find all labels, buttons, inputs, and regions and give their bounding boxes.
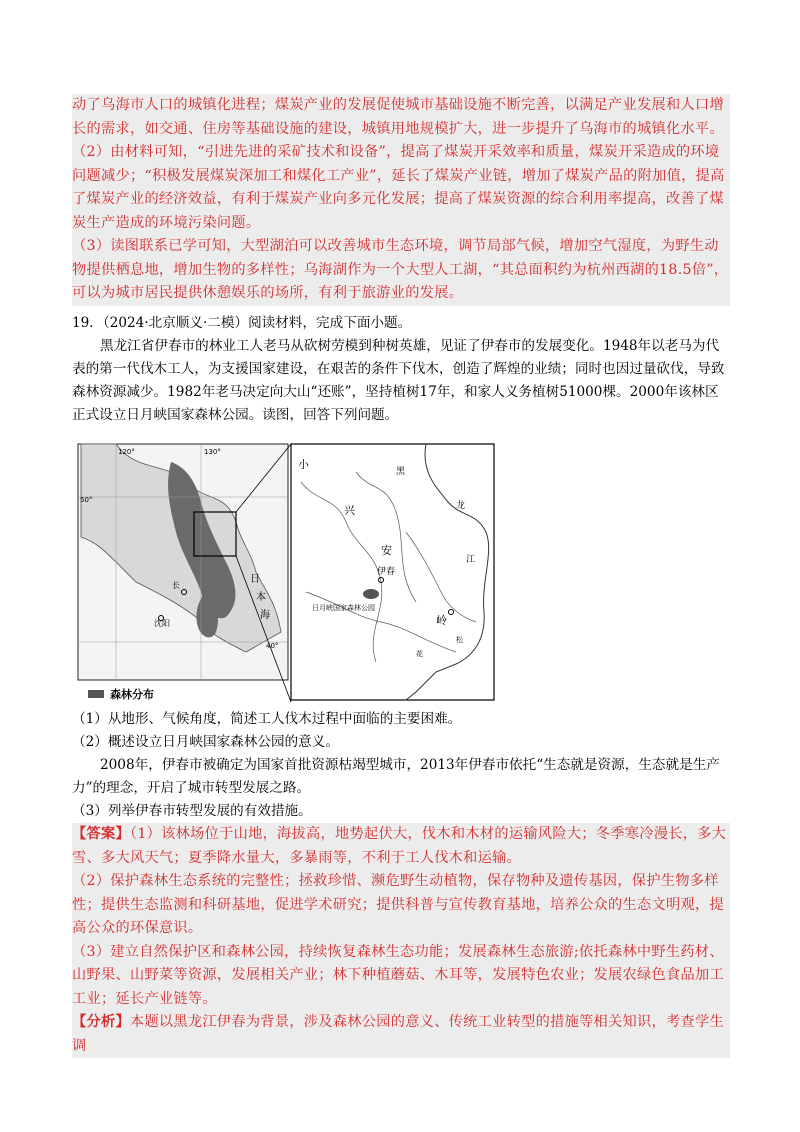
question-material-2: 2008年，伊春市被确定为国家首批资源枯竭型城市，2013年伊春市依托“生态就是资源，生态就是生产力”的理念，开启了城市转型发展之路。 (72, 757, 720, 796)
map-legend (88, 686, 154, 702)
river-label: 龙 (456, 501, 466, 511)
region-label: 岭 (436, 614, 447, 627)
region-label: 兴 (344, 504, 355, 517)
city-label: 沈阳 (154, 619, 170, 628)
lat-label: 40° (266, 642, 279, 650)
answer-block-bottom (72, 823, 730, 1058)
answer-paragraph: （2）由材料可知，“引进先进的采矿技术和设备”，提高了煤炭开采效率和质量，煤炭开采造成的环境问题减少；“积极发展煤炭深加工和煤化工产业”，延长了煤炭产业链，增加了煤炭产品的附加值，提高了煤炭产业的经济效益，有利于煤炭产业向多元化发展；提高了煤炭资源的综合利用率提高，改善了煤炭生产造成的环境污染问题。 (72, 144, 725, 231)
subquestion: （1）从地形、气候角度，简述工人伐木过程中面临的主要困难。 (72, 711, 462, 727)
forest-map-figure (76, 442, 496, 704)
forest-map (76, 442, 496, 704)
answer-paragraph: （2）保护森林生态系统的完整性；拯救珍惜、濒危野生动植物，保存物种及遗传基因，保护生物多样性；提供生态监测和科研基地，促进学术研究；提供科普与宣传教育基地，培养公众的生态文明观，提高公众的环保意识。 (72, 873, 724, 936)
answer-paragraph: 动了乌海市人口的城镇化进程；煤炭产业的发展促使城市基础设施不断完善，以满足产业发展和人口增长的需求，如交通、住房等基础设施的建设，城镇用地规模扩大，进一步提升了乌海市的城镇化水平。 (72, 97, 724, 137)
city-label: 伊春 (377, 567, 396, 577)
park-marker (363, 589, 379, 599)
answer-paragraph: （3）建立自然保护区和森林公园，持续恢复森林生态功能；发展森林生态旅游;依托森林中野生药材、山野果、山野菜等资源，发展相关产业；林下种植蘑菇、木耳等，发展特色农业；发展农绿色食品加工工业；延长产业链等。 (72, 943, 724, 1007)
answer-paragraph: （3）读图联系已学可知，大型湖泊可以改善城市生态环境，调节局部气候，增加空气湿度，为野生动物提供栖息地，增加生物的多样性；乌海湖作为一个大型人工湖，“其总面积约为杭州西湖的18.5倍”，可以为城市居民提供休憩娱乐的场所，有利于旅游业的发展。 (72, 238, 729, 301)
question-header: 19．（2024·北京顺义·二模）阅读材料，完成下面小题。 (72, 315, 412, 331)
answer-text: （1）该林场位于山地，海拔高，地势起伏大，伐木和木材的运输风险大；冬季寒冷漫长，多大雪、多大风天气；夏季降水量大，多暴雨等，不利于工人伐木和运输。 (72, 826, 727, 866)
answer-tag: 【答案】 (72, 826, 130, 842)
region-label: 安 (381, 544, 392, 557)
question-block (72, 312, 730, 427)
river-label: 江 (466, 555, 476, 565)
subquestions-block (72, 708, 730, 823)
analysis-text: 本题以黑龙江伊春为背景，涉及森林公园的意义、传统工业转型的措施等相关知识，考查学生调 (72, 1014, 724, 1054)
analysis-tag: 【分析】 (72, 1014, 130, 1030)
river-label: 松 (456, 636, 463, 644)
answer-paragraph (72, 823, 730, 870)
sea-label: 海 (260, 610, 270, 621)
subquestion: （2）概述设立日月峡国家森林公园的意义。 (72, 734, 339, 750)
sea-label: 日 (250, 574, 260, 585)
question-material: 黑龙江省伊春市的林业工人老马从砍树劳模到种树英雄，见证了伊春市的发展变化。1948年以老马为代表的第一代伐木工人，为支援国家建设，在艰苦的条件下伐木，创造了辉煌的业绩；同时也因过量砍伐，导致森林资源减少。1982年老马决定向大山“还账”，坚持植树17年，和家人义务植树51000棵。2000年该林区正式设立日月峡国家森林公园。读图，回答下列问题。 (72, 338, 725, 423)
river-label: 花 (416, 650, 423, 658)
region-label: 小 (298, 458, 309, 471)
legend-label: 森林分布 (110, 688, 154, 701)
legend-swatch (88, 690, 104, 698)
analysis-paragraph (72, 1011, 730, 1058)
park-label: 日月峡国家森林公园 (312, 604, 375, 612)
lon-label: 120° (118, 448, 135, 456)
answer-block-top (72, 94, 730, 306)
lat-label: 50° (80, 496, 93, 504)
sea-label: 本 (256, 592, 266, 603)
city-label: 长 (172, 581, 180, 590)
lon-label: 130° (204, 448, 221, 456)
subquestion: （3）列举伊春市转型发展的有效措施。 (72, 803, 312, 819)
river-label: 黑 (396, 467, 406, 477)
